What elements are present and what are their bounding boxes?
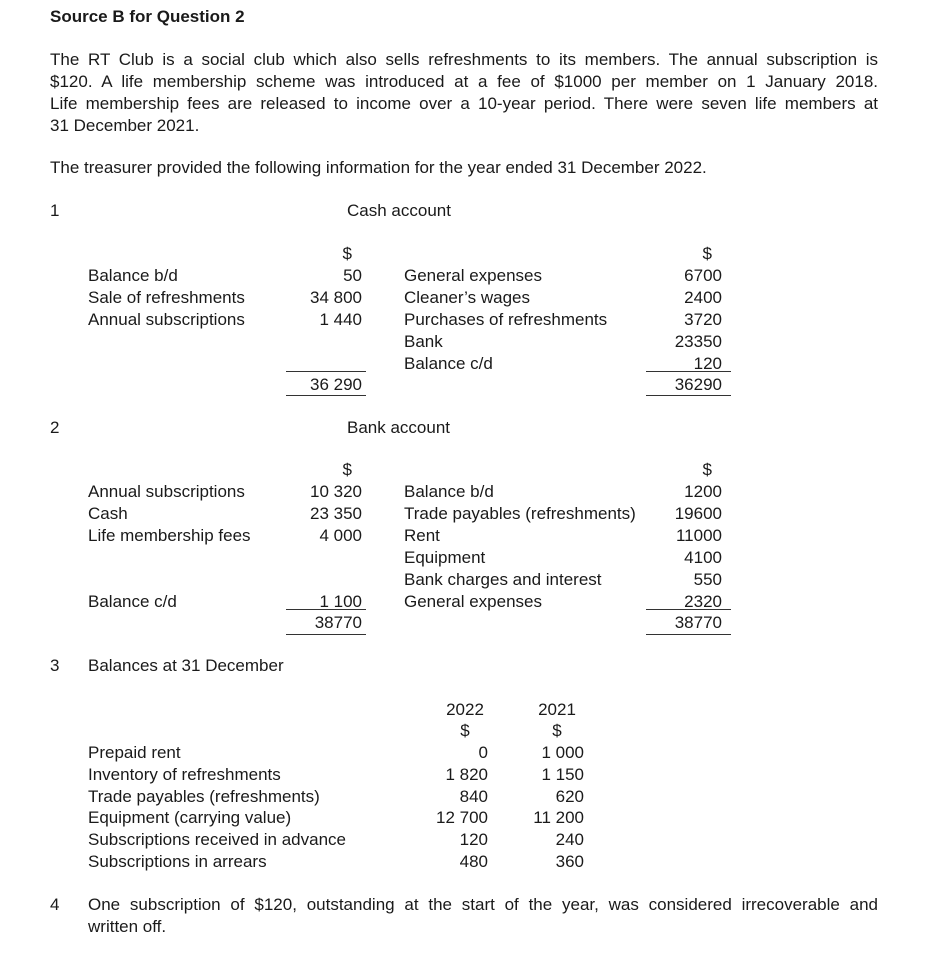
ledger-label: Bank	[404, 332, 443, 351]
intro-line: Life membership fees are released to income over a 10-year period. There were seven life members at	[50, 94, 878, 113]
ledger-amount: 2320	[684, 592, 722, 611]
note-line: One subscription of $120, outstanding at the start of the year, was considered irrecoverable and	[88, 895, 878, 914]
ledger-total: 36290	[674, 375, 722, 394]
currency-label: $	[460, 721, 470, 740]
balance-2022: 840	[459, 786, 488, 806]
bank-account-heading: Bank account	[347, 418, 451, 437]
ledger-amount: 1200	[684, 482, 722, 501]
treasurer-statement: The treasurer provided the following information for the year ended 31 December 2022.	[50, 158, 707, 177]
balance-label: Equipment (carrying value)	[88, 808, 292, 828]
ledger-label: Balance b/d	[88, 266, 178, 285]
ledger-label: Sale of refreshments	[88, 288, 245, 307]
balance-2022: 0	[478, 743, 488, 762]
currency-label: $	[552, 721, 562, 740]
ledger-label: Balance c/d	[88, 592, 177, 611]
ledger-amount: 4 000	[319, 526, 362, 545]
currency-label: $	[342, 460, 352, 479]
balance-label: Subscriptions received in advance	[88, 830, 346, 850]
item-number: 3	[50, 656, 60, 675]
total-rule	[286, 371, 366, 372]
ledger-label: Life membership fees	[88, 526, 251, 545]
total-rule	[286, 609, 366, 610]
ledger-amount: 19600	[674, 504, 722, 523]
currency-label: $	[702, 460, 712, 479]
page-title: Source B for Question 2	[50, 7, 245, 26]
ledger-label: Purchases of refreshments	[404, 310, 608, 329]
item-number: 4	[50, 895, 60, 914]
balance-label: Trade payables (refreshments)	[88, 786, 320, 806]
ledger-amount: 120	[693, 354, 722, 373]
balance-2022: 12 700	[436, 808, 488, 828]
ledger-label: Balance c/d	[404, 354, 493, 373]
currency-label: $	[342, 244, 352, 263]
intro-line: The RT Club is a social club which also sells refreshments to its members. The annual subscription is	[50, 50, 878, 69]
ledger-total: 38770	[674, 613, 722, 632]
balance-2021: 360	[555, 852, 584, 871]
year-header: 2021	[538, 700, 576, 719]
balance-2021: 620	[555, 786, 584, 806]
intro-line: $120. A life membership scheme was introduced at a fee of $1000 per member on 1 January 2018.	[50, 72, 878, 91]
ledger-label: Balance b/d	[404, 482, 494, 501]
ledger-label: Rent	[404, 526, 440, 545]
balances-heading: Balances at 31 December	[88, 656, 284, 675]
ledger-amount: 1 440	[319, 310, 362, 329]
ledger-amount: 3720	[684, 310, 722, 329]
ledger-label: Cash	[88, 504, 128, 523]
ledger-amount: 1 100	[319, 592, 362, 611]
balance-2021: 1 150	[541, 764, 584, 784]
ledger-label: Bank charges and interest	[404, 570, 602, 589]
item-number: 1	[50, 201, 60, 220]
ledger-amount: 550	[693, 570, 722, 589]
ledger-label: Annual subscriptions	[88, 482, 245, 501]
balance-2021: 240	[555, 830, 584, 850]
ledger-amount: 10 320	[310, 482, 362, 501]
intro-line: 31 December 2021.	[50, 116, 200, 135]
balance-2021: 11 200	[533, 808, 584, 828]
ledger-label: Trade payables (refreshments)	[404, 504, 636, 523]
balance-2021: 1 000	[541, 743, 584, 762]
total-rule	[646, 371, 731, 372]
ledger-amount: 4100	[684, 548, 722, 567]
ledger-label: Equipment	[404, 548, 486, 567]
ledger-amount: 11000	[675, 526, 722, 545]
balance-2022: 480	[459, 852, 488, 871]
ledger-total: 38770	[314, 613, 362, 632]
ledger-label: General expenses	[404, 266, 542, 285]
currency-label: $	[702, 244, 712, 263]
balance-label: Prepaid rent	[88, 743, 181, 762]
total-rule	[646, 395, 731, 396]
ledger-total: 36 290	[310, 375, 362, 394]
ledger-label: Cleaner’s wages	[404, 288, 530, 307]
ledger-label: Annual subscriptions	[88, 310, 245, 329]
cash-account-heading: Cash account	[347, 201, 451, 220]
ledger-amount: 6700	[684, 266, 722, 285]
balance-label: Subscriptions in arrears	[88, 852, 267, 871]
ledger-amount: 34 800	[310, 288, 362, 307]
balance-label: Inventory of refreshments	[88, 764, 281, 784]
balance-2022: 1 820	[445, 764, 488, 784]
total-rule	[646, 609, 731, 610]
balance-2022: 120	[459, 830, 488, 850]
total-rule	[646, 634, 731, 635]
ledger-amount: 23 350	[310, 504, 362, 523]
note-line: written off.	[88, 917, 167, 936]
year-header: 2022	[446, 700, 484, 719]
ledger-label: General expenses	[404, 592, 542, 611]
item-number: 2	[50, 418, 60, 437]
ledger-amount: 23350	[674, 332, 722, 351]
ledger-amount: 2400	[684, 288, 722, 307]
ledger-amount: 50	[343, 266, 362, 285]
total-rule	[286, 395, 366, 396]
total-rule	[286, 634, 366, 635]
